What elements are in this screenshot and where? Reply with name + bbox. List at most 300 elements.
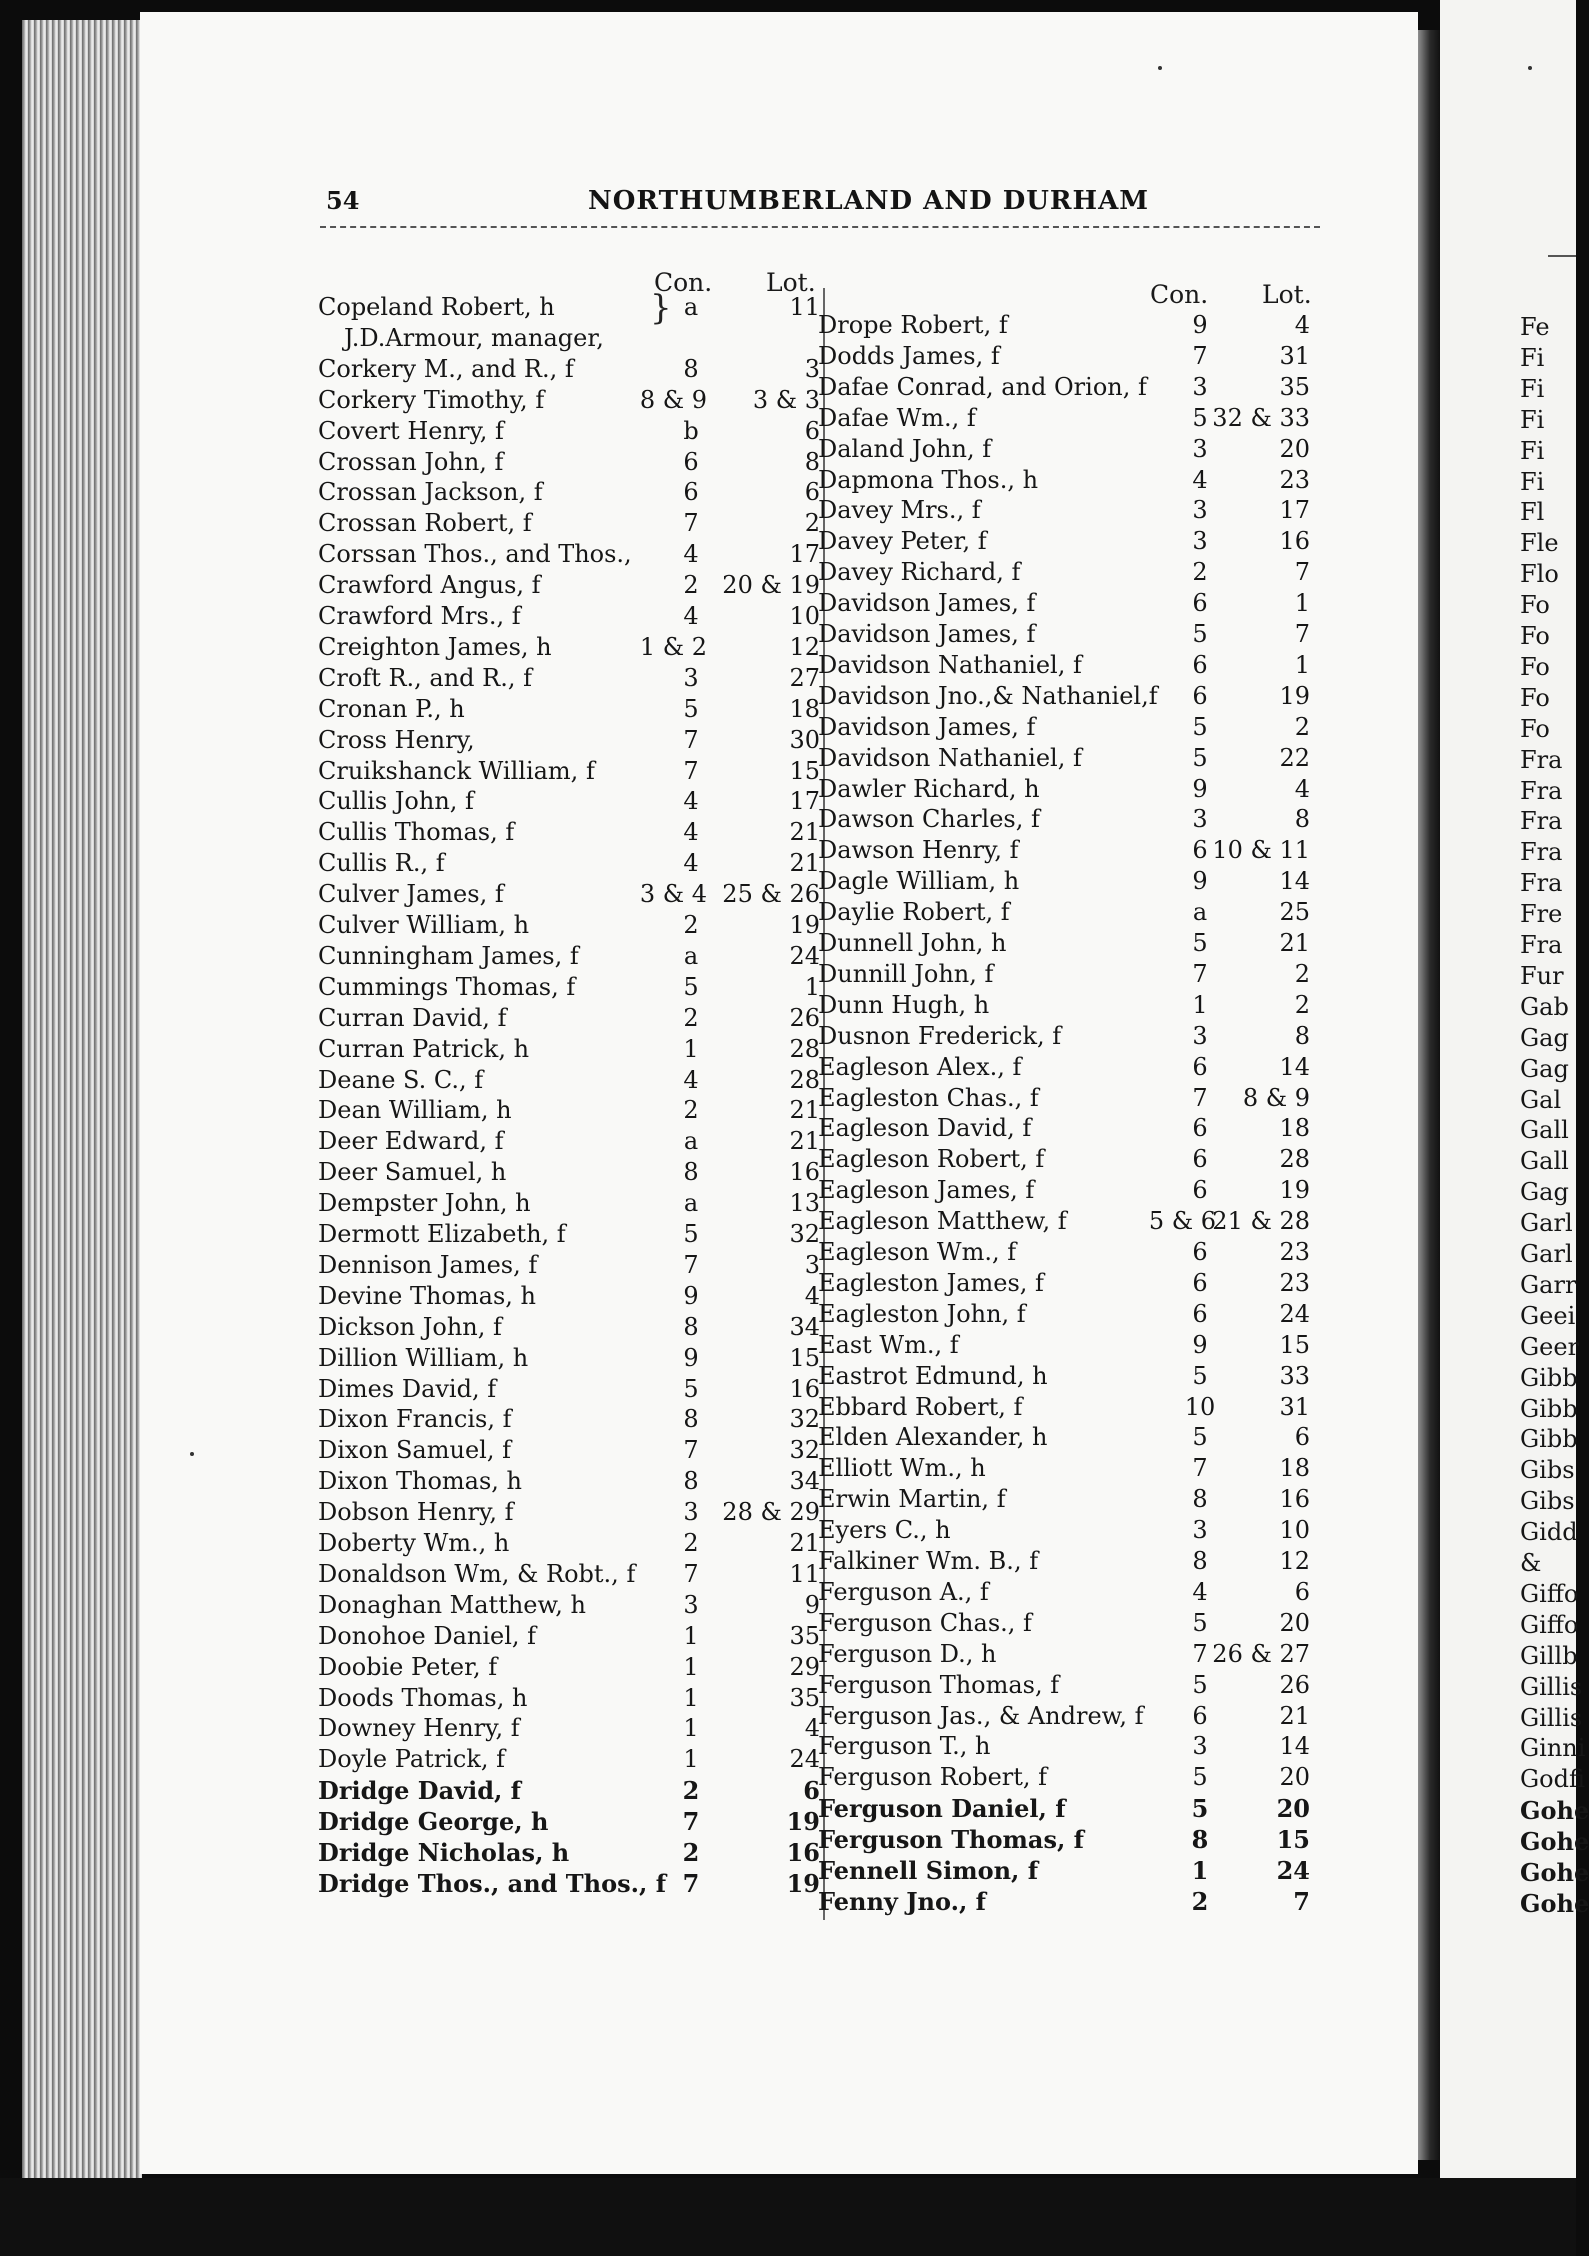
entry-name: Dimes David, f xyxy=(318,1374,497,1403)
entry-lot: 12 xyxy=(789,632,820,661)
entry-name: Dean William, h xyxy=(318,1096,512,1125)
entry-lot: 21 xyxy=(1279,929,1310,957)
entry-concession: 7 xyxy=(1192,1454,1208,1483)
next-page-fragment: Gibs xyxy=(1520,1487,1575,1516)
entry-lot: 18 xyxy=(789,694,820,723)
entry-concession: 3 xyxy=(1192,527,1208,556)
entry-concession: 8 xyxy=(683,1405,699,1434)
entry-lot: 16 xyxy=(1279,1485,1310,1514)
next-page-fragment: Fra xyxy=(1520,869,1563,898)
next-page-fragment: Geei xyxy=(1520,1301,1576,1330)
entry-name: Dixon Francis, f xyxy=(318,1405,512,1434)
entry-lot: 2 xyxy=(1294,990,1310,1019)
directory-entry xyxy=(318,1559,820,1590)
entry-name: Deer Samuel, h xyxy=(318,1158,507,1187)
entry-name: Dridge George, h xyxy=(318,1807,549,1837)
entry-name: Eagleson Alex., f xyxy=(818,1052,1022,1081)
entry-concession: 2 xyxy=(682,1838,700,1867)
left-con-header: Con. xyxy=(654,268,713,297)
entry-name: Ferguson Thomas, f xyxy=(818,1670,1060,1699)
entry-lot: 20 & 19 xyxy=(722,571,820,600)
ink-speck xyxy=(1158,66,1162,70)
next-page-fragment: Fo xyxy=(1520,652,1550,681)
next-page-fragment: Gall xyxy=(1520,1116,1569,1145)
entry-lot: 15 xyxy=(1276,1825,1310,1855)
entry-lot: 10 xyxy=(1279,1516,1310,1545)
entry-concession: 8 xyxy=(683,1312,699,1341)
entry-name: Corssan Thos., and Thos., xyxy=(318,540,632,569)
entry-concession: 7 xyxy=(683,509,699,538)
next-page-fragment: Gibb xyxy=(1520,1363,1578,1392)
directory-entry xyxy=(818,619,1310,650)
entry-name: Doberty Wm., h xyxy=(318,1529,510,1557)
entry-name: Eagleston John, f xyxy=(818,1299,1026,1328)
directory-entry xyxy=(818,434,1310,465)
next-page-fragment: Fo xyxy=(1520,591,1550,620)
entry-name: Downey Henry, f xyxy=(318,1714,520,1743)
entry-concession: 4 xyxy=(683,1065,699,1094)
entry-lot: 19 xyxy=(1279,1176,1310,1205)
entry-concession: 1 xyxy=(1192,990,1208,1019)
entry-lot: 8 xyxy=(804,447,820,476)
entry-name: Crawford Angus, f xyxy=(318,571,541,600)
entry-lot: 25 xyxy=(1279,898,1310,927)
directory-entry xyxy=(818,897,1310,928)
directory-entry xyxy=(318,1868,820,1899)
entry-concession: 5 xyxy=(683,1220,699,1248)
entry-lot: 9 xyxy=(804,1590,820,1619)
next-page-fragment: Flo xyxy=(1520,560,1559,589)
directory-entry xyxy=(318,385,820,416)
entry-lot: 16 xyxy=(1279,527,1310,556)
next-page-fragment: Fur xyxy=(1520,961,1564,990)
entry-name: Eagleston Chas., f xyxy=(818,1083,1039,1112)
directory-entry xyxy=(818,1701,1310,1732)
directory-entry xyxy=(818,1731,1310,1762)
entry-lot: 4 xyxy=(804,1714,820,1743)
entry-lot: 16 xyxy=(789,1374,820,1403)
entry-lot: 16 xyxy=(786,1838,820,1867)
entry-lot: 26 xyxy=(789,1003,820,1032)
entry-lot: 19 xyxy=(786,1807,820,1837)
entry-concession: 6 xyxy=(1192,1176,1208,1205)
entry-name: Cronan P., h xyxy=(318,694,465,723)
entry-lot: 3 xyxy=(804,354,820,383)
entry-lot: 32 xyxy=(789,1220,820,1248)
entry-concession: 5 xyxy=(1192,1608,1208,1637)
entry-concession: 7 xyxy=(682,1807,700,1837)
directory-entry xyxy=(318,1157,820,1188)
entry-concession: 7 xyxy=(682,1868,700,1898)
directory-entry xyxy=(318,1219,820,1250)
entry-name: Ferguson Robert, f xyxy=(818,1763,1048,1792)
entry-concession: 6 xyxy=(1192,1052,1208,1081)
entry-concession: 10 xyxy=(1184,1392,1216,1421)
entry-name: Dapmona Thos., h xyxy=(818,465,1039,494)
directory-entry xyxy=(818,774,1310,805)
entry-concession: 9 xyxy=(1192,774,1208,803)
entry-concession: 5 xyxy=(1192,620,1208,648)
entry-concession: 2 xyxy=(683,911,699,939)
next-page-fragment: Gag xyxy=(1520,1023,1569,1052)
next-page-fragment: Fle xyxy=(1520,529,1559,558)
entry-lot: 3 xyxy=(804,1250,820,1279)
next-page-fragment: Geer xyxy=(1520,1332,1580,1361)
entry-name: Dunnell John, h xyxy=(818,929,1007,957)
entry-concession: 3 xyxy=(1192,496,1208,525)
entry-lot: 25 & 26 xyxy=(722,880,820,909)
entry-name: Davidson Nathaniel, f xyxy=(818,650,1082,679)
directory-entry xyxy=(818,1886,1310,1917)
directory-entry xyxy=(318,1744,820,1775)
entry-name: Daylie Robert, f xyxy=(818,898,1010,927)
entry-lot: 6 xyxy=(1294,1423,1310,1452)
entry-name: Cunningham James, f xyxy=(318,941,579,970)
directory-entry xyxy=(818,1083,1310,1114)
entry-concession: 1 xyxy=(683,1652,699,1681)
entry-name: Cullis Thomas, f xyxy=(318,818,515,847)
directory-entry xyxy=(818,1021,1310,1052)
entry-concession: 9 xyxy=(1192,311,1208,339)
left-lot-header: Lot. xyxy=(766,268,816,297)
entry-name: Davey Peter, f xyxy=(818,527,987,556)
entry-concession: 2 xyxy=(1192,558,1208,587)
entry-name: Crossan Robert, f xyxy=(318,509,532,538)
entry-concession: 3 xyxy=(1192,805,1208,834)
entry-name: Deane S. C., f xyxy=(318,1065,484,1094)
header-rule xyxy=(320,226,1320,228)
entry-name: Eagleson James, f xyxy=(818,1176,1035,1205)
next-page-fragment: Fra xyxy=(1520,838,1563,867)
entry-concession: 6 xyxy=(1192,1238,1208,1266)
directory-entry xyxy=(818,1144,1310,1175)
entry-name: Deer Edward, f xyxy=(318,1127,504,1156)
directory-entry xyxy=(818,1793,1310,1824)
entry-name: Eagleson Wm., f xyxy=(818,1238,1017,1266)
page-number: 54 xyxy=(326,186,360,215)
entry-name: Eagleson Robert, f xyxy=(818,1145,1045,1174)
entry-name: Cullis R., f xyxy=(318,849,445,878)
directory-entry xyxy=(318,1528,820,1559)
entry-concession: 2 xyxy=(682,1776,700,1806)
directory-entry xyxy=(818,1206,1310,1237)
entry-lot: 11 xyxy=(789,1559,820,1588)
entry-lot: 34 xyxy=(789,1467,820,1496)
directory-entry xyxy=(318,1374,820,1405)
directory-entry xyxy=(318,663,820,694)
entry-concession: 4 xyxy=(683,602,699,630)
entry-lot: 1 xyxy=(1294,589,1310,618)
entry-lot: 14 xyxy=(1279,1732,1310,1761)
directory-entry xyxy=(318,1003,820,1034)
entry-name: Erwin Martin, f xyxy=(818,1485,1006,1514)
entry-concession: b xyxy=(683,416,699,445)
next-page-fragment: Garl xyxy=(1520,1209,1573,1238)
entry-concession: 1 xyxy=(683,1683,699,1712)
directory-entry xyxy=(818,1453,1310,1484)
entry-concession: 7 xyxy=(683,1436,699,1465)
entry-lot: 10 & 11 xyxy=(1212,836,1310,865)
entry-concession: 5 & 6 xyxy=(1148,1207,1216,1236)
directory-entry xyxy=(818,928,1310,959)
directory-entry xyxy=(318,323,820,354)
entry-lot: 20 xyxy=(1279,1763,1310,1792)
entry-name: Fenny Jno., f xyxy=(818,1886,986,1916)
entry-name: Ferguson Daniel, f xyxy=(818,1794,1066,1824)
entry-name: Corkery Timothy, f xyxy=(318,385,545,414)
entry-lot: 7 xyxy=(1294,620,1310,648)
directory-entry xyxy=(318,1435,820,1466)
entry-name: Donaghan Matthew, h xyxy=(318,1590,586,1619)
next-page-fragment: Fra xyxy=(1520,931,1563,959)
entry-name: Crossan John, f xyxy=(318,447,504,476)
directory-entry xyxy=(318,848,820,879)
directory-entry xyxy=(318,1404,820,1435)
directory-entry xyxy=(818,403,1310,434)
entry-lot: 32 xyxy=(789,1436,820,1465)
entry-name: Dixon Samuel, f xyxy=(318,1436,511,1465)
entry-lot: 24 xyxy=(1279,1299,1310,1328)
entry-concession: 6 xyxy=(1192,589,1208,618)
entry-lot: 6 xyxy=(804,416,820,445)
entry-name: Dobson Henry, f xyxy=(318,1498,514,1527)
directory-entry xyxy=(318,1621,820,1652)
entry-lot: 6 xyxy=(1294,1577,1310,1606)
entry-concession: 5 xyxy=(683,1374,699,1403)
entry-lot: 24 xyxy=(1276,1856,1310,1885)
entry-concession: 1 xyxy=(683,1034,699,1063)
entry-name: Ferguson D., h xyxy=(818,1639,997,1668)
next-page-fragment: Gohe xyxy=(1520,1827,1589,1857)
directory-entry xyxy=(818,1855,1310,1886)
directory-entry xyxy=(818,1608,1310,1639)
directory-entry xyxy=(818,990,1310,1021)
directory-entry xyxy=(318,1497,820,1528)
directory-entry xyxy=(318,1590,820,1621)
entry-concession: 4 xyxy=(1192,1577,1208,1606)
entry-name: Elliott Wm., h xyxy=(818,1454,986,1483)
entry-lot: 32 & 33 xyxy=(1212,403,1310,432)
entry-concession: 6 xyxy=(1192,1145,1208,1174)
entry-lot: 27 xyxy=(789,663,820,692)
directory-entry xyxy=(818,526,1310,557)
next-page-fragment: Gidd xyxy=(1520,1518,1578,1547)
entry-concession: 7 xyxy=(683,1559,699,1588)
entry-name: Curran Patrick, h xyxy=(318,1034,530,1063)
entry-concession: 3 xyxy=(683,663,699,692)
entry-lot: 31 xyxy=(1279,341,1310,370)
entry-name: Davidson James, f xyxy=(818,712,1036,741)
entry-concession: 5 xyxy=(1192,1670,1208,1699)
next-page-fragment: Gillb xyxy=(1520,1641,1578,1670)
directory-entry xyxy=(318,601,820,632)
entry-lot: 10 xyxy=(789,602,820,630)
next-page-fragment: Fra xyxy=(1520,807,1563,836)
entry-name: Dunn Hugh, h xyxy=(818,990,990,1019)
directory-entry xyxy=(818,1422,1310,1453)
entry-name: Doobie Peter, f xyxy=(318,1652,498,1681)
scan-bottom-border xyxy=(0,2178,1576,2256)
next-page-fragment: Fi xyxy=(1520,467,1545,496)
page-edge-stack xyxy=(22,20,142,2180)
entry-concession: 6 xyxy=(683,478,699,507)
entry-concession: 6 xyxy=(1192,650,1208,679)
next-page-fragment: Gohe xyxy=(1520,1888,1589,1918)
entry-name: Falkiner Wm. B., f xyxy=(818,1547,1039,1575)
entry-lot: 19 xyxy=(789,911,820,939)
entry-concession: a xyxy=(1192,898,1208,927)
directory-entry xyxy=(318,1126,820,1157)
entry-name: Eyers C., h xyxy=(818,1516,951,1545)
entry-name: Eagleson Matthew, f xyxy=(818,1207,1067,1236)
entry-concession: 4 xyxy=(683,849,699,878)
entry-name: Davey Mrs., f xyxy=(818,496,981,525)
entry-concession: 2 xyxy=(683,1003,699,1032)
entry-lot: 28 xyxy=(1279,1145,1310,1174)
entry-concession: 7 xyxy=(1192,341,1208,370)
entry-concession: 5 xyxy=(1192,1763,1208,1792)
entry-concession: 4 xyxy=(1192,465,1208,494)
entry-name: Ferguson Thomas, f xyxy=(818,1825,1085,1855)
entry-lot: 23 xyxy=(1279,1238,1310,1266)
next-page-fragment: Gillis xyxy=(1520,1672,1583,1701)
entry-name: Dawson Henry, f xyxy=(818,836,1019,865)
next-page-fragment: Gag xyxy=(1520,1054,1569,1083)
entry-name: Dunnill John, f xyxy=(818,959,994,988)
entry-lot: 1 xyxy=(1294,650,1310,679)
entry-lot: 12 xyxy=(1279,1547,1310,1575)
next-page-fragment: Gibb xyxy=(1520,1425,1578,1454)
entry-name: Curran David, f xyxy=(318,1003,507,1032)
directory-entry xyxy=(318,1775,820,1806)
next-page-fragment: Gall xyxy=(1520,1147,1569,1176)
directory-entry xyxy=(318,972,820,1003)
entry-lot: 24 xyxy=(789,1745,820,1774)
entry-lot: 15 xyxy=(1279,1330,1310,1359)
entry-lot: 11 xyxy=(789,293,820,321)
directory-entry xyxy=(818,804,1310,835)
entry-name: Dickson John, f xyxy=(318,1312,502,1341)
entry-concession: 4 xyxy=(683,818,699,847)
next-page-fragment: Fra xyxy=(1520,776,1563,805)
entry-lot: 6 xyxy=(804,478,820,507)
next-page-fragment: Gibs xyxy=(1520,1456,1575,1485)
entry-concession: 8 xyxy=(683,1467,699,1496)
directory-entry xyxy=(318,416,820,447)
entry-name: Cross Henry, xyxy=(318,725,475,754)
next-page-fragment: Fl xyxy=(1520,498,1545,527)
entry-concession: a xyxy=(683,1127,699,1156)
entry-concession: 5 xyxy=(1192,743,1208,772)
next-page-fragment: Fo xyxy=(1520,622,1550,650)
entry-lot: 22 xyxy=(1279,743,1310,772)
entry-name: Donaldson Wm, & Robt., f xyxy=(318,1559,636,1588)
entry-lot: 18 xyxy=(1279,1114,1310,1143)
entry-name: Daland John, f xyxy=(818,434,992,463)
entry-concession: a xyxy=(683,941,699,970)
directory-entry xyxy=(818,588,1310,619)
entry-name: Croft R., and R., f xyxy=(318,663,532,692)
next-page-fragment: Fi xyxy=(1520,405,1545,434)
ink-speck xyxy=(190,1452,194,1456)
entry-concession: 8 xyxy=(683,354,699,383)
next-page-fragment: Giffo xyxy=(1520,1610,1579,1639)
entry-lot: 24 xyxy=(789,941,820,970)
entry-lot: 2 xyxy=(804,509,820,538)
directory-entry xyxy=(318,1343,820,1374)
entry-name: Dafae Wm., f xyxy=(818,403,976,432)
entry-name: Dafae Conrad, and Orion, f xyxy=(818,372,1147,401)
directory-entry xyxy=(818,1268,1310,1299)
entry-lot: 35 xyxy=(789,1621,820,1650)
next-page-fragment: Fo xyxy=(1520,714,1550,743)
entry-concession: 5 xyxy=(1192,1361,1208,1390)
entry-lot: 28 & 29 xyxy=(722,1498,820,1527)
entry-name: Dillion William, h xyxy=(318,1343,529,1372)
entry-name: Copeland Robert, h xyxy=(318,293,555,321)
next-page-fragment: Garr xyxy=(1520,1270,1577,1299)
next-page-fragment: Gohe xyxy=(1520,1858,1589,1887)
directory-entry xyxy=(318,632,820,663)
entry-name: Covert Henry, f xyxy=(318,416,504,445)
entry-lot: 8 xyxy=(1294,805,1310,834)
entry-lot: 30 xyxy=(789,725,820,754)
entry-concession: 3 & 4 xyxy=(639,880,707,909)
entry-concession: 7 xyxy=(683,1250,699,1279)
entry-concession: 7 xyxy=(1192,1639,1208,1668)
entry-lot: 4 xyxy=(1294,311,1310,339)
directory-entry xyxy=(318,447,820,478)
entry-name: Drope Robert, f xyxy=(818,311,1008,339)
entry-name: Fennell Simon, f xyxy=(818,1856,1039,1885)
entry-concession: 5 xyxy=(1192,929,1208,957)
entry-name: Corkery M., and R., f xyxy=(318,354,574,383)
entry-concession: 2 xyxy=(683,1529,699,1557)
entry-name: Doyle Patrick, f xyxy=(318,1745,506,1774)
entry-lot: 8 xyxy=(1294,1021,1310,1050)
entry-lot: 31 xyxy=(1279,1392,1310,1421)
entry-lot: 7 xyxy=(1294,558,1310,587)
directory-entry xyxy=(318,1652,820,1683)
directory-entry xyxy=(318,508,820,539)
entry-lot: 32 xyxy=(789,1405,820,1434)
directory-entry xyxy=(818,1237,1310,1268)
entry-lot: 26 xyxy=(1279,1670,1310,1699)
directory-entry xyxy=(318,570,820,601)
entry-concession: 5 xyxy=(1192,712,1208,741)
entry-name: Ferguson A., f xyxy=(818,1577,989,1606)
entry-concession: 3 xyxy=(1192,1021,1208,1050)
entry-lot: 33 xyxy=(1279,1361,1310,1390)
directory-entry xyxy=(318,1806,820,1837)
entry-concession: 6 xyxy=(1192,1268,1208,1297)
directory-entry xyxy=(818,1762,1310,1793)
entry-lot: 20 xyxy=(1279,1608,1310,1637)
book-gutter xyxy=(1418,30,1440,2160)
entry-lot: 26 & 27 xyxy=(1212,1639,1310,1668)
entry-lot: 21 xyxy=(789,818,820,847)
entry-name: Donohoe Daniel, f xyxy=(318,1621,537,1650)
entry-name: East Wm., f xyxy=(818,1330,959,1359)
entry-concession: 5 xyxy=(683,972,699,1001)
directory-entry xyxy=(818,1577,1310,1608)
entry-lot: 15 xyxy=(789,1343,820,1372)
entry-lot: 15 xyxy=(789,756,820,785)
entry-lot: 20 xyxy=(1279,434,1310,463)
entry-lot: 18 xyxy=(1279,1454,1310,1483)
entry-concession: 9 xyxy=(683,1281,699,1310)
entry-concession: 7 xyxy=(683,725,699,754)
